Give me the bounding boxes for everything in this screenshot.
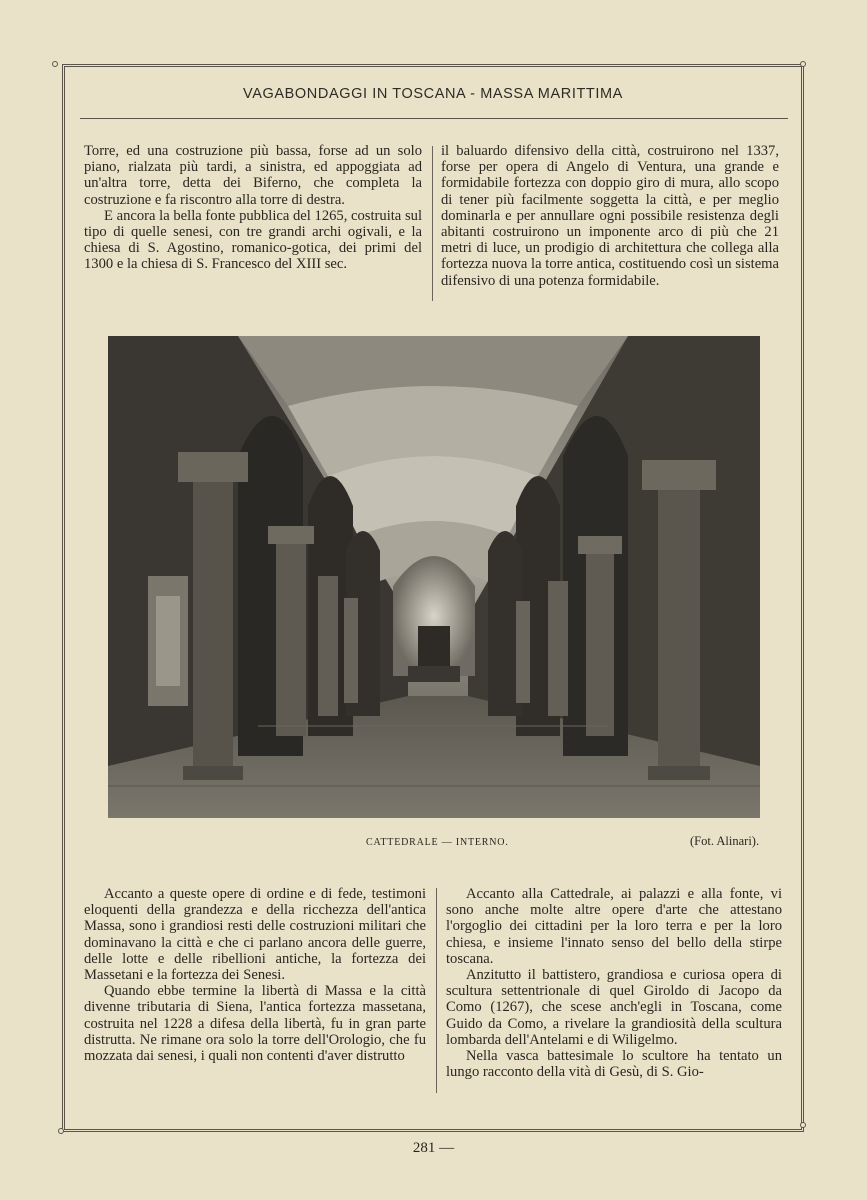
bottom-right-column xyxy=(446,886,782,1080)
corner-ornament xyxy=(800,1122,806,1128)
column-rule xyxy=(436,888,437,1093)
paragraph: il baluardo difensivo della città, costruirono nel 1337, forse per opera di Angelo di Ventura, una grande e formidabile fortezza con doppio giro di mura, allo scopo di tener più facilmente soggetta la città, e per meglio dominarla e per annullare ogni possibile resistenza degli abitanti costruirono un imponente arco di più che 21 metri di luce, un prodigio di architettura che collega alla fortezza nuova la torre antica, costituendo così un sistema difensivo di una potenza formidabile. xyxy=(441,143,779,289)
paragraph: Accanto alla Cattedrale, ai palazzi e alla fonte, vi sono anche molte altre opere d'arte che attestano l'orgoglio dei cittadini per la loro terra e per la loro chiesa, e insieme l'innato senso del bello della stirpe toscana. xyxy=(446,886,782,967)
bottom-left-column xyxy=(84,886,426,1064)
cathedral-interior-photo xyxy=(108,336,760,818)
header-rule xyxy=(80,118,788,119)
page-number: 281 — xyxy=(412,1140,455,1156)
paragraph: Quando ebbe termine la libertà di Massa e la città divenne tributaria di Siena, l'antica fortezza massetana, costruita nel 1228 a difesa della libertà, fu in gran parte distrutta. Ne rimane ora solo la torre dell'Orologio, che fu mozzata dai senesi, i quali non contenti d'aver distrutto xyxy=(84,983,426,1065)
cathedral-interior-illustration xyxy=(108,336,760,818)
top-right-column xyxy=(441,143,779,289)
corner-ornament xyxy=(800,61,806,67)
corner-ornament xyxy=(52,61,58,67)
paragraph: Torre, ed una costruzione più bassa, forse ad un solo piano, rialzata più tardi, a sinistra, ed appoggiata ad un'altra torre, detta dei Biferno, che completa la costruzione e fa riscontro alla torre di destra. xyxy=(84,143,422,208)
paragraph: Accanto a queste opere di ordine e di fede, testimoni eloquenti della grandezza e della ricchezza dell'antica Massa, sono i grandiosi resti delle costruzioni militari che dominavano la città e che ci parlano ancora delle guerre, delle lotte e delle ribellioni antiche, la fortezza dei Massetani e la fortezza dei Senesi. xyxy=(84,886,426,984)
column-rule xyxy=(432,146,433,301)
running-header: VAGABONDAGGI IN TOSCANA - MASSA MARITTIMA xyxy=(243,86,623,102)
top-left-column xyxy=(84,143,422,273)
corner-ornament xyxy=(58,1128,64,1134)
photo-caption: CATTEDRALE — INTERNO. xyxy=(366,837,509,848)
paragraph: E ancora la bella fonte pubblica del 1265, costruita sul tipo di quelle senesi, con tre grandi archi ogivali, e la chiesa di S. Agostino, romanico-gotica, dei primi del 1300 e la chiesa di S. Francesco del XIII sec. xyxy=(84,207,422,273)
paragraph: Anzitutto il battistero, grandiosa e curiosa opera di scultura settentrionale di quel Giroldo di Jacopo da Como (1267), che scese anch'egli in Toscana, come Guido da Como, a rivelare la grandiosità della scultura lombarda dell'Antelami e di Wiligelmo. xyxy=(446,967,782,1048)
paragraph: Nella vasca battesimale lo scultore ha tentato un lungo racconto della vità di Gesù, di S. Gio- xyxy=(446,1048,782,1081)
photo-credit: (Fot. Alinari). xyxy=(690,834,760,848)
